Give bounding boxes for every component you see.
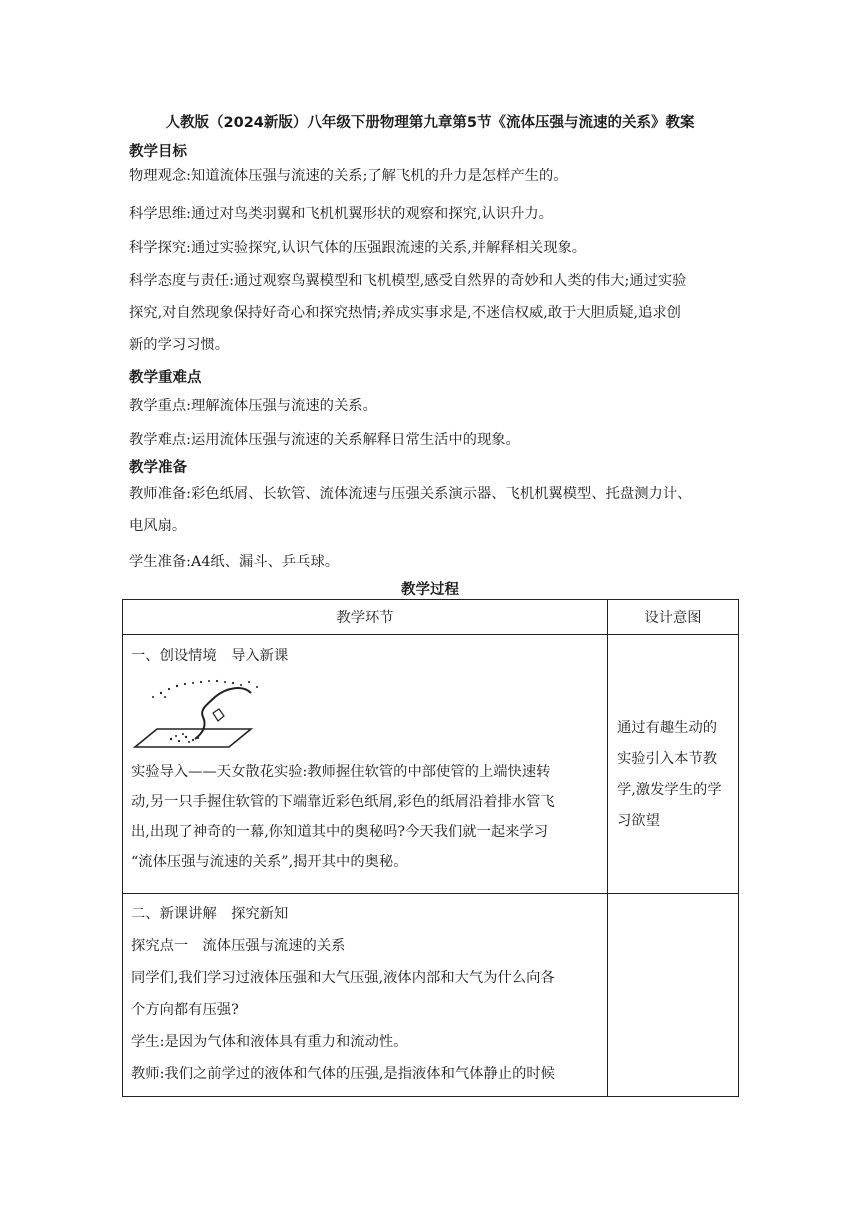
preparation-heading: 教学准备 [129,460,187,476]
paragraph-line: 新的学习习惯。 [129,337,230,353]
paragraph-line: 科学态度与责任:通过观察鸟翼模型和飞机模型,感受自然界的奇妙和人类的伟大;通过实验 [129,273,687,289]
paragraph-line: 教师准备:彩色纸屑、长软管、流体流速与压强关系演示器、飞机机翼模型、托盘测力计、 [129,486,692,502]
process-table [122,599,739,1097]
document-title: 人教版（2024新版）八年级下册物理第九章第5节《流体压强与流速的关系》教案 [165,115,695,131]
paragraph-line: 实验导入——天女散花实验:教师握住软管的中部使管的上端快速转 [131,764,551,780]
paragraph-line: 探究,对自然现象保持好奇心和探究热情;养成实事求是,不迷信权威,敢于大胆质疑,追求创 [129,305,681,321]
table-row [123,894,739,1097]
hose-experiment-illustration [131,673,271,755]
paragraph-line: 教师:我们之前学过的液体和气体的压强,是指液体和气体静止的时候 [131,1066,555,1082]
paragraph-line: 动,另一只手握住软管的下端靠近彩色纸屑,彩色的纸屑沿着排水管飞 [131,794,555,810]
key-point-item: 教学重点:理解流体压强与流速的关系。 [129,398,377,414]
paragraph-line: 二、新课讲解 探究新知 [131,906,289,922]
intent-cell [608,894,739,1097]
paragraph-line: 探究点一 流体压强与流速的关系 [131,938,346,954]
header-teaching-step: 教学环节 [123,600,608,635]
paragraph-line: 学生:是因为气体和液体具有重力和流动性。 [131,1034,408,1050]
header-design-intent: 设计意图 [608,600,739,635]
paragraph-line: 同学们,我们学习过液体压强和大气压强,液体内部和大气为什么向各 [131,970,555,986]
key-points-heading: 教学重难点 [129,370,202,386]
paragraph-line: 个方向都有压强? [131,1002,239,1018]
intent-cell [608,635,739,894]
intent-line: 学,激发学生的学 [617,782,722,798]
objective-attitude [129,265,739,361]
step-cell [123,894,608,1097]
key-point-item: 教学难点:运用流体压强与流速的关系解释日常生活中的现象。 [129,432,520,448]
teacher-preparation [129,478,739,542]
intent-line: 习欲望 [617,813,660,829]
objectives-heading: 教学目标 [129,144,187,160]
objective-item: 科学探究:通过实验探究,认识气体的压强跟流速的关系,并解释相关现象。 [129,240,587,256]
step-title: 一、创设情境 导入新课 [131,648,289,664]
intent-line: 通过有趣生动的 [617,720,718,736]
step-cell [123,635,608,894]
student-preparation: 学生准备:A4纸、漏斗、乒乓球。 [129,554,340,570]
paragraph-line: 出,出现了神奇的一幕,你知道其中的奥秘吗?今天我们就一起来学习 [131,824,549,840]
process-table-caption: 教学过程 [401,582,459,598]
objective-item: 科学思维:通过对鸟类羽翼和飞机机翼形状的观察和探究,认识升力。 [129,206,553,222]
table-header-row [123,600,739,635]
table-row [123,635,739,894]
objective-item: 物理观念:知道流体压强与流速的关系;了解飞机的升力是怎样产生的。 [129,168,568,184]
intent-line: 实验引入本节教 [617,751,718,767]
paragraph-line: 电风扇。 [129,518,187,534]
paragraph-line: “流体压强与流速的关系”,揭开其中的奥秘。 [131,854,408,870]
